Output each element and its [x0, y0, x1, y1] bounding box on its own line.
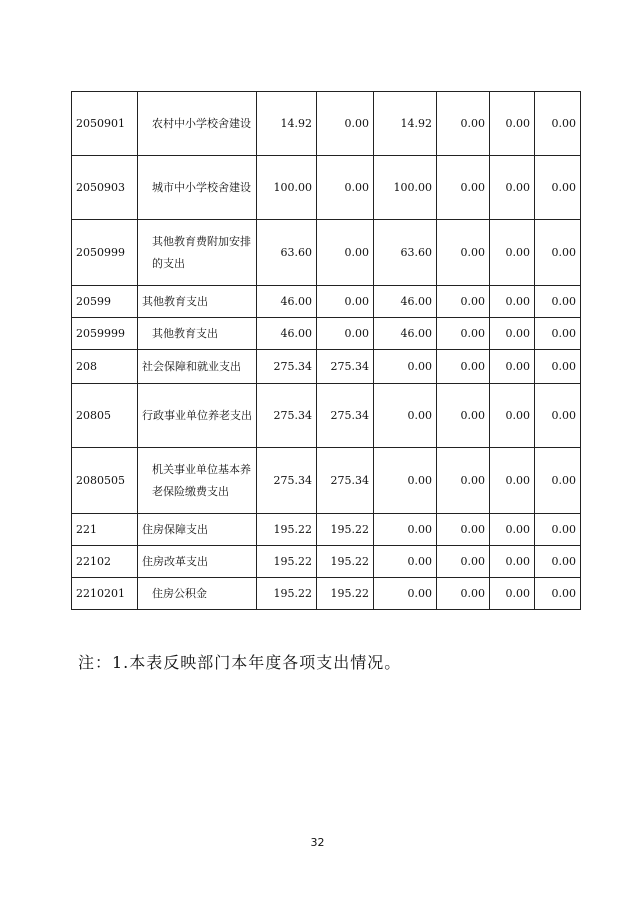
amount-cell: 0.00: [490, 384, 535, 448]
amount-cell: 195.22: [257, 514, 317, 546]
amount-cell: 100.00: [257, 156, 317, 220]
table-row: [72, 286, 581, 318]
subject-name-cell: 其他教育支出: [138, 286, 257, 318]
amount-cell: 275.34: [257, 350, 317, 384]
amount-cell: 0.00: [437, 578, 490, 610]
amount-cell: 14.92: [257, 92, 317, 156]
amount-cell: 0.00: [317, 156, 374, 220]
amount-cell: 0.00: [490, 546, 535, 578]
amount-cell: 0.00: [374, 384, 437, 448]
subject-code-cell: 20599: [72, 286, 138, 318]
subject-name-cell: 农村中小学校舍建设: [138, 92, 257, 156]
table-row: [72, 514, 581, 546]
amount-cell: 0.00: [317, 92, 374, 156]
amount-cell: 0.00: [535, 350, 581, 384]
table-note: 注：1.本表反映部门本年度各项支出情况。: [78, 653, 402, 672]
amount-cell: 100.00: [374, 156, 437, 220]
amount-cell: 275.34: [317, 350, 374, 384]
amount-cell: 46.00: [374, 286, 437, 318]
table-row: [72, 92, 581, 156]
amount-cell: 0.00: [374, 578, 437, 610]
subject-code-cell: 20805: [72, 384, 138, 448]
expenditure-table: [71, 91, 581, 610]
table-row: [72, 578, 581, 610]
amount-cell: 0.00: [535, 220, 581, 286]
amount-cell: 0.00: [535, 448, 581, 514]
amount-cell: 0.00: [490, 578, 535, 610]
amount-cell: 0.00: [374, 514, 437, 546]
amount-cell: 0.00: [437, 384, 490, 448]
amount-cell: 0.00: [437, 220, 490, 286]
amount-cell: 0.00: [437, 546, 490, 578]
amount-cell: 0.00: [535, 384, 581, 448]
amount-cell: 0.00: [317, 220, 374, 286]
amount-cell: 275.34: [317, 448, 374, 514]
amount-cell: 0.00: [535, 578, 581, 610]
subject-name-cell: 行政事业单位养老支出: [138, 384, 257, 448]
amount-cell: 0.00: [437, 156, 490, 220]
amount-cell: 0.00: [437, 448, 490, 514]
subject-code-cell: 2080505: [72, 448, 138, 514]
amount-cell: 46.00: [257, 286, 317, 318]
amount-cell: 0.00: [490, 318, 535, 350]
subject-name-cell: 社会保障和就业支出: [138, 350, 257, 384]
amount-cell: 0.00: [535, 92, 581, 156]
amount-cell: 275.34: [257, 448, 317, 514]
amount-cell: 0.00: [535, 156, 581, 220]
amount-cell: 0.00: [374, 448, 437, 514]
amount-cell: 0.00: [535, 514, 581, 546]
amount-cell: 0.00: [437, 350, 490, 384]
amount-cell: 275.34: [257, 384, 317, 448]
subject-code-cell: 22102: [72, 546, 138, 578]
subject-code-cell: 2210201: [72, 578, 138, 610]
table-row: [72, 546, 581, 578]
amount-cell: 0.00: [437, 92, 490, 156]
subject-name-cell: 城市中小学校舍建设: [138, 156, 257, 220]
table-row: [72, 156, 581, 220]
amount-cell: 0.00: [535, 286, 581, 318]
subject-code-cell: 2050903: [72, 156, 138, 220]
amount-cell: 0.00: [490, 448, 535, 514]
amount-cell: 0.00: [535, 318, 581, 350]
amount-cell: 195.22: [317, 578, 374, 610]
amount-cell: 195.22: [257, 578, 317, 610]
amount-cell: 0.00: [437, 286, 490, 318]
table-row: [72, 220, 581, 286]
amount-cell: 63.60: [374, 220, 437, 286]
subject-name-cell: 机关事业单位基本养老保险缴费支出: [138, 448, 257, 514]
subject-code-cell: 2059999: [72, 318, 138, 350]
amount-cell: 0.00: [374, 546, 437, 578]
amount-cell: 0.00: [437, 514, 490, 546]
amount-cell: 0.00: [437, 318, 490, 350]
subject-name-cell: 其他教育支出: [138, 318, 257, 350]
subject-name-cell: 住房改革支出: [138, 546, 257, 578]
amount-cell: 63.60: [257, 220, 317, 286]
subject-code-cell: 208: [72, 350, 138, 384]
amount-cell: 0.00: [317, 318, 374, 350]
amount-cell: 46.00: [257, 318, 317, 350]
amount-cell: 0.00: [535, 546, 581, 578]
amount-cell: 46.00: [374, 318, 437, 350]
amount-cell: 14.92: [374, 92, 437, 156]
table-row: [72, 448, 581, 514]
subject-name-cell: 其他教育费附加安排的支出: [138, 220, 257, 286]
subject-name-cell: 住房公积金: [138, 578, 257, 610]
subject-code-cell: 2050901: [72, 92, 138, 156]
table-row: [72, 318, 581, 350]
table-row: [72, 350, 581, 384]
amount-cell: 0.00: [490, 220, 535, 286]
page-number: 32: [310, 836, 325, 849]
table-row: [72, 384, 581, 448]
amount-cell: 195.22: [257, 546, 317, 578]
subject-name-cell: 住房保障支出: [138, 514, 257, 546]
amount-cell: 0.00: [490, 286, 535, 318]
amount-cell: 0.00: [490, 514, 535, 546]
subject-code-cell: 2050999: [72, 220, 138, 286]
amount-cell: 0.00: [317, 286, 374, 318]
amount-cell: 0.00: [490, 350, 535, 384]
amount-cell: 275.34: [317, 384, 374, 448]
amount-cell: 195.22: [317, 546, 374, 578]
table-body: [72, 92, 581, 610]
amount-cell: 0.00: [490, 156, 535, 220]
amount-cell: 0.00: [374, 350, 437, 384]
amount-cell: 195.22: [317, 514, 374, 546]
amount-cell: 0.00: [490, 92, 535, 156]
subject-code-cell: 221: [72, 514, 138, 546]
